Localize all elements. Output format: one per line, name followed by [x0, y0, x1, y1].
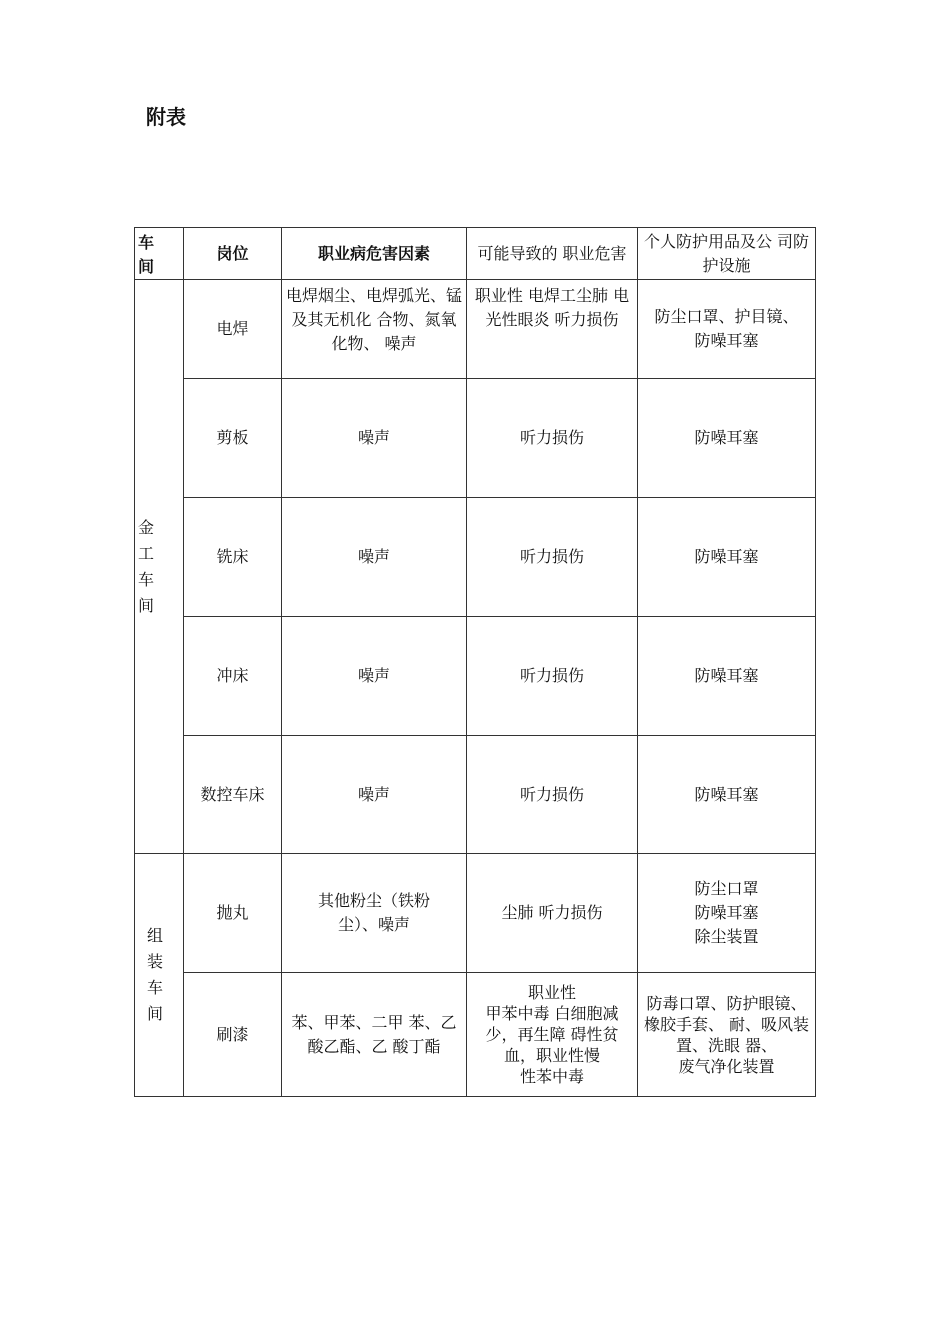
- post-cell: 抛丸: [184, 854, 282, 973]
- post-cell: 数控车床: [184, 736, 282, 854]
- hazards-cell: 噪声: [282, 498, 467, 617]
- table-row: [135, 973, 816, 1097]
- header-post: 岗位: [184, 228, 282, 280]
- table-row: [135, 854, 816, 973]
- header-protection: 个人防护用品及公 司防护设施: [638, 228, 816, 280]
- harm-cell: 尘肺 听力损伤: [467, 854, 638, 973]
- protection-cell: 防噪耳塞: [638, 617, 816, 736]
- table-row: [135, 498, 816, 617]
- harm-cell: 听力损伤: [467, 379, 638, 498]
- post-cell: 剪板: [184, 379, 282, 498]
- workshop-cell: 金 工 车 间: [135, 280, 184, 854]
- table-row: [135, 617, 816, 736]
- workshop-cell: 组 装 车 间: [135, 854, 184, 1097]
- header-hazards: 职业病危害因素: [282, 228, 467, 280]
- harm-cell: 职业性 甲苯中毒 白细胞减少，再生障 碍性贫血，职业性慢 性苯中毒: [467, 973, 638, 1097]
- post-cell: 电焊: [184, 280, 282, 379]
- harm-cell: 职业性 电焊工尘肺 电光性眼炎 听力损伤: [467, 280, 638, 379]
- protection-cell: 防毒口罩、防护眼镜、橡胶手套、 耐、吸风装置、洗眼 器、 废气净化装置: [638, 973, 816, 1097]
- header-workshop: 车 间: [135, 228, 184, 280]
- harm-cell: 听力损伤: [467, 617, 638, 736]
- page-title: 附表: [146, 105, 186, 129]
- table-row: [135, 280, 816, 379]
- table-row: [135, 379, 816, 498]
- hazards-cell: 噪声: [282, 736, 467, 854]
- table-header-row: [135, 228, 816, 280]
- protection-cell: 防尘口罩 防噪耳塞 除尘装置: [638, 854, 816, 973]
- hazards-cell: 电焊烟尘、电焊弧光、锰及其无机化 合物、氮氧化物、 噪声: [282, 280, 467, 379]
- hazards-cell: 噪声: [282, 617, 467, 736]
- protection-cell: 防尘口罩、护目镜、 防噪耳塞: [638, 280, 816, 379]
- post-cell: 铣床: [184, 498, 282, 617]
- table-row: [135, 736, 816, 854]
- protection-cell: 防噪耳塞: [638, 379, 816, 498]
- hazards-cell: 苯、甲苯、二甲 苯、乙酸乙酯、乙 酸丁酯: [282, 973, 467, 1097]
- hazards-cell: 其他粉尘（铁粉 尘）、噪声: [282, 854, 467, 973]
- protection-cell: 防噪耳塞: [638, 498, 816, 617]
- header-harm: 可能导致的 职业危害: [467, 228, 638, 280]
- hazard-table: [134, 227, 816, 1097]
- harm-cell: 听力损伤: [467, 498, 638, 617]
- post-cell: 冲床: [184, 617, 282, 736]
- post-cell: 刷漆: [184, 973, 282, 1097]
- hazards-cell: 噪声: [282, 379, 467, 498]
- protection-cell: 防噪耳塞: [638, 736, 816, 854]
- harm-cell: 听力损伤: [467, 736, 638, 854]
